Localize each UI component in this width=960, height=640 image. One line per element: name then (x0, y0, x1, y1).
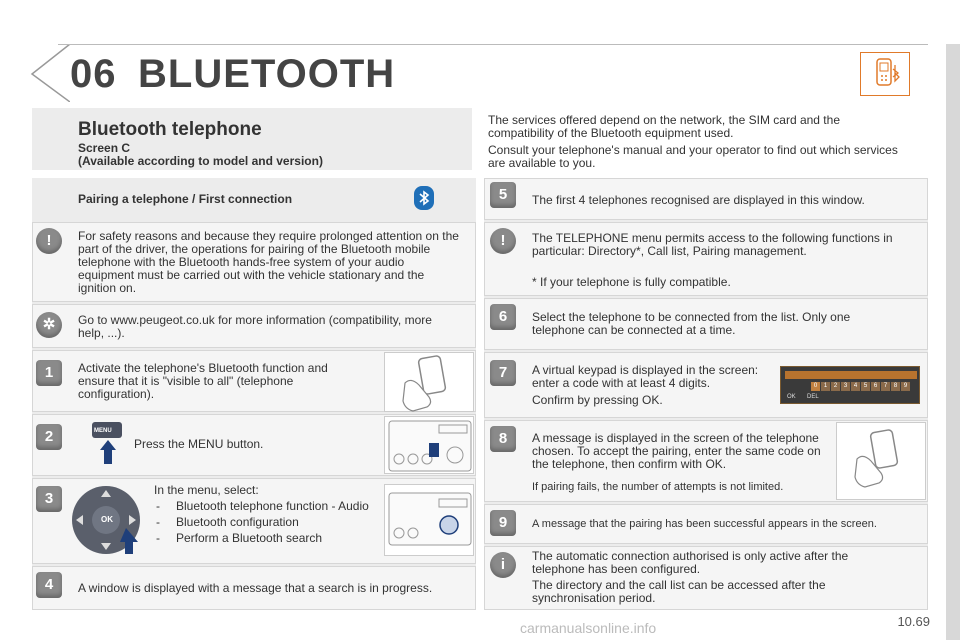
info-icon: i (490, 552, 516, 578)
ok-key-label: OK (101, 515, 113, 524)
keypad-digit: 7 (881, 382, 890, 391)
manual-text: Consult your telephone's manual and your operator to find out which services are available to you. (488, 143, 898, 170)
keypad-digit: 1 (821, 382, 830, 391)
step2-badge: 2 (36, 424, 62, 450)
services-text: The services offered depend on the network, the SIM card and the compatibility of the Bluetooth equipment used. (488, 113, 840, 140)
compatibility-note: * If your telephone is fully compatible. (532, 275, 731, 289)
bluetooth-phone-icon (860, 52, 910, 96)
chapter-number: 06 (70, 52, 117, 96)
step3-badge: 3 (36, 486, 62, 512)
step5-badge: 5 (490, 182, 516, 208)
keypad-digit: 8 (891, 382, 900, 391)
pairing-title: Pairing a telephone / First connection (78, 192, 293, 206)
audio-unit-image (384, 416, 474, 474)
tip-sun-icon: ✲ (36, 312, 62, 338)
keypad-digit: 2 (831, 382, 840, 391)
synchronisation-text: The directory and the call list can be accessed after the synchronisation period. (532, 578, 826, 605)
audio-unit-image-2 (384, 484, 474, 556)
bluetooth-icon (414, 186, 434, 210)
page-number: 10.69 (897, 614, 930, 629)
step4-badge: 4 (36, 572, 62, 598)
step5-text: The first 4 telephones recognised are displayed in this window. (532, 193, 865, 207)
step6-badge: 6 (490, 304, 516, 330)
keypad-digit: 9 (901, 382, 910, 391)
step9-badge: 9 (490, 510, 516, 536)
step1-text: Activate the telephone's Bluetooth function and ensure that it is "visible to all" (telephone configuration). (78, 361, 328, 401)
step8-text: A message is displayed in the screen of the telephone chosen. To accept the pairing, enter the same code on the telephone, then confirm with OK. (532, 431, 821, 471)
keypad-digit: 4 (851, 382, 860, 391)
option-audio: - Bluetooth telephone function - Audio (154, 500, 374, 513)
menu-key-label: MENU (94, 428, 112, 434)
chapter-title: BLUETOOTH (138, 52, 396, 96)
keypad-digit: 6 (871, 382, 880, 391)
step9-text: A message that the pairing has been successful appears in the screen. (532, 518, 877, 530)
auto-connection-text: The automatic connection authorised is only active after the telephone has been configured. (532, 549, 849, 576)
option-bluetooth-search: - Perform a Bluetooth search (154, 532, 374, 545)
keypad-digit: 3 (841, 382, 850, 391)
step2-text: Press the MENU button. (134, 437, 264, 451)
screen-label: Screen C (78, 141, 131, 155)
website-text: Go to www.peugeot.co.uk for more information (compatibility, more help, ...). (78, 313, 432, 340)
page-side-strip (946, 44, 960, 640)
step7-text: A virtual keypad is displayed in the screen: enter a code with at least 4 digits. (532, 363, 759, 390)
step7-confirm-text: Confirm by pressing OK. (532, 393, 663, 407)
keypad-digit: 5 (861, 382, 870, 391)
section-title: Bluetooth telephone (78, 119, 262, 140)
keypad-del-button: DEL (807, 394, 819, 400)
step8-note: If pairing fails, the number of attempts is not limited. (532, 481, 784, 493)
keypad-ok-button: OK (787, 394, 796, 400)
step6-text: Select the telephone to be connected from the list. Only one telephone can be connected at a time. (532, 310, 851, 337)
step3-options-list (154, 500, 374, 548)
phone-in-hand-image-2 (836, 422, 926, 500)
keypad-digit: 0 (811, 382, 820, 391)
chapter-header (0, 0, 960, 104)
availability-note: (Available according to model and version) (78, 154, 323, 168)
step3-intro: In the menu, select: (154, 483, 259, 497)
virtual-keypad-screen (780, 366, 920, 404)
step7-badge: 7 (490, 360, 516, 386)
step4-text: A window is displayed with a message that a search is in progress. (78, 581, 433, 595)
menu-button-icon (88, 418, 128, 470)
phone-in-hand-image (384, 352, 474, 412)
step1-badge: 1 (36, 360, 62, 386)
option-bluetooth-config: - Bluetooth configuration (154, 516, 374, 529)
step8-badge: 8 (490, 426, 516, 452)
safety-text: For safety reasons and because they require prolonged attention on the part of the driver, the operations for pairing of the Bluetooth mobile telephone with the Bluetooth hands-free system of your audio equipment must be carried out with the vehicle stationary and the ignition on. (78, 229, 459, 295)
warning-icon: ! (36, 228, 62, 254)
telephone-menu-text: The TELEPHONE menu permits access to the following functions in particular: Directory*, Call list, Pairing management. (532, 231, 893, 258)
watermark: carmanualsonline.info (520, 620, 657, 636)
warning-icon-2: ! (490, 228, 516, 254)
